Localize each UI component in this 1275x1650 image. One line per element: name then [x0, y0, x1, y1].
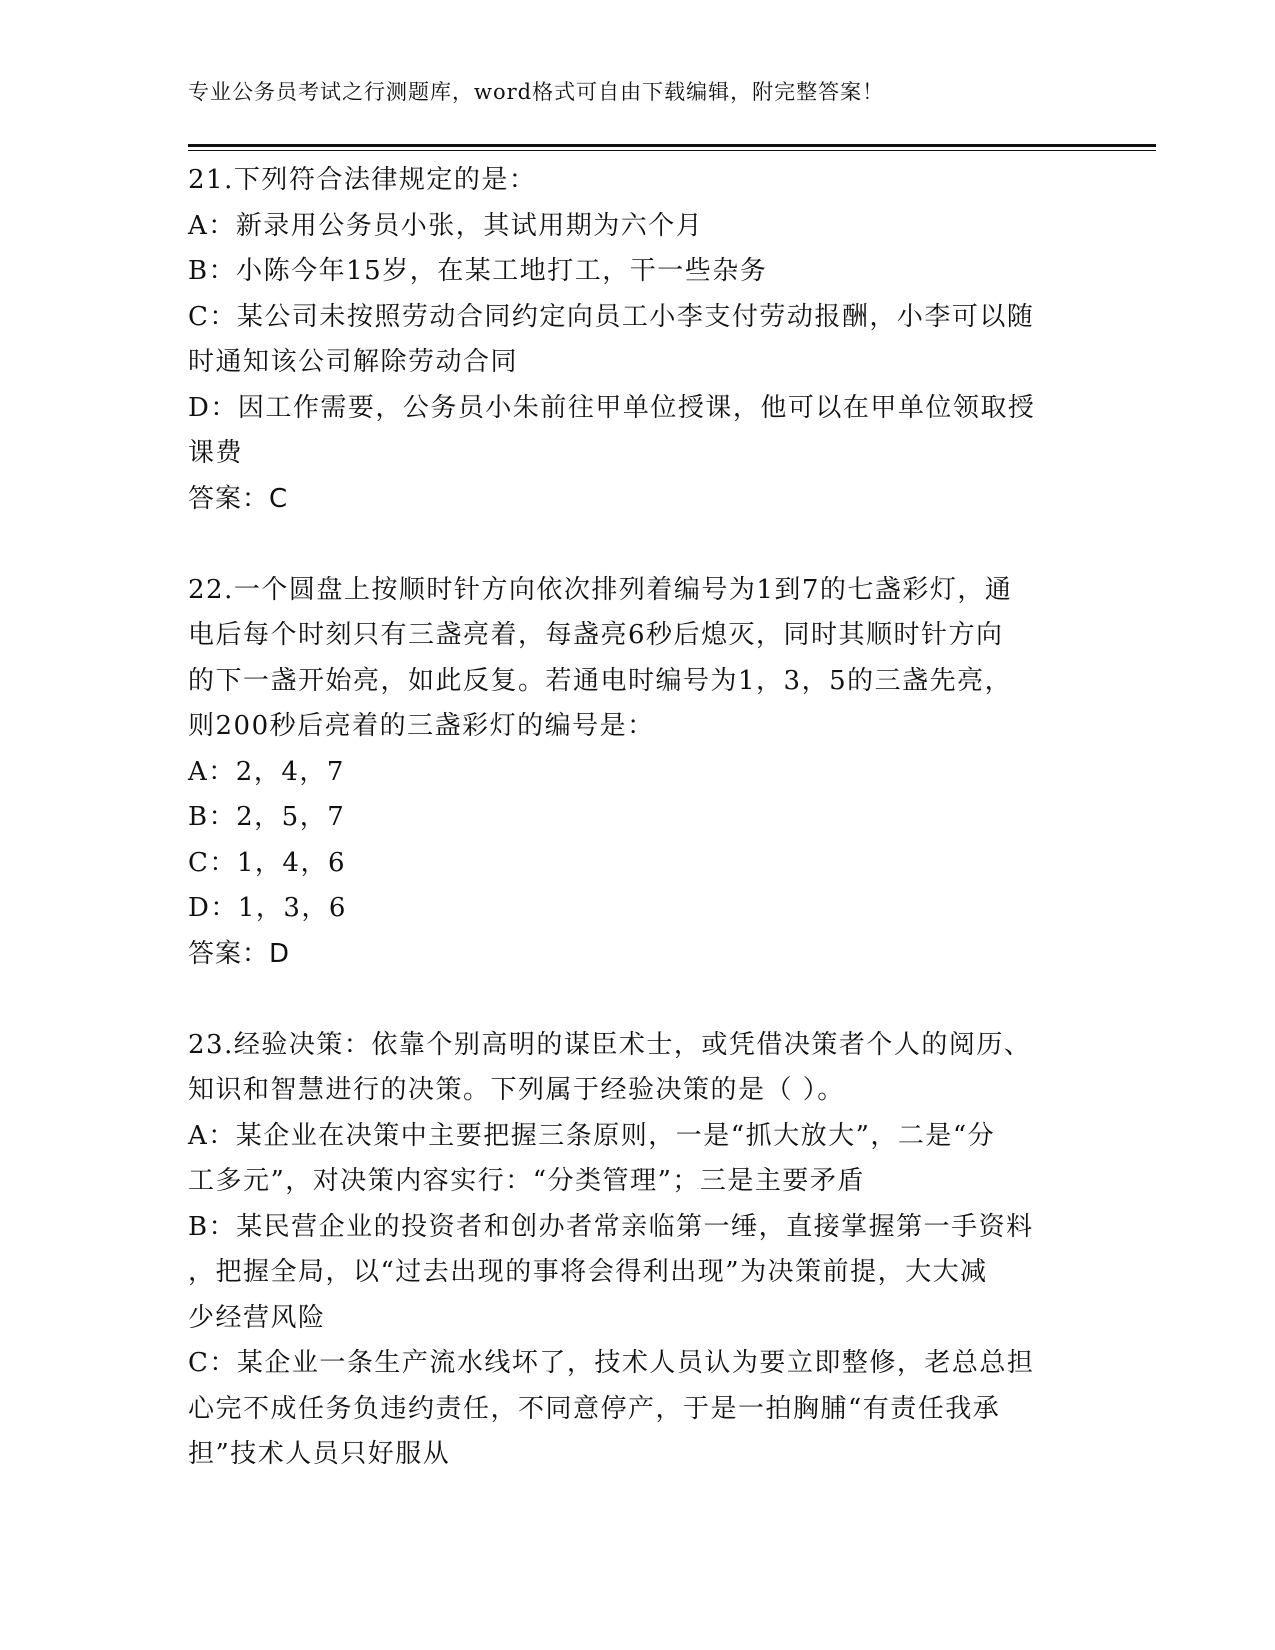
- option-line: A：2，4，7: [188, 756, 345, 787]
- option-line: 担”技术人员只好服从: [188, 1439, 451, 1469]
- option-a: [188, 750, 1088, 796]
- page-header: 专业公务员考试之行测题库，word格式可自由下载编辑，附完整答案！: [188, 80, 885, 104]
- option-line: C：1，4，6: [188, 847, 347, 878]
- question-stem: 的下一盏开始亮，如此反复。若通电时编号为1，3，5的三盏先亮，: [188, 665, 1013, 696]
- option-line: A：某企业在决策中主要把握三条原则，一是“抓大放大”，二是“分: [188, 1120, 996, 1151]
- option-line: B：某民营企业的投资者和创办者常亲临第一缍，直接掌握第一手资料: [188, 1211, 1034, 1242]
- option-d: [188, 386, 1088, 477]
- option-line: A：新录用公务员小张，其试用期为六个月: [188, 210, 704, 241]
- question-stem: 22.一个圆盘上按顺时针方向依次排列着编号为1到7的七盏彩灯，通: [188, 574, 1013, 605]
- option-b: [188, 249, 1088, 295]
- question-stem: 则200秒后亮着的三盏彩灯的编号是：: [188, 711, 655, 741]
- option-line: C：某公司未按照劳动合同约定向员工小李支付劳动报酬，小李可以随: [188, 301, 1035, 332]
- option-d: [188, 886, 1088, 932]
- question-stem: 电后每个时刻只有三盏亮着，每盏亮6秒后熄灭，同时其顺时针方向: [188, 620, 1004, 650]
- option-line: B：2，5，7: [188, 802, 346, 832]
- question-22: [188, 568, 1088, 978]
- question-stem: 21.下列符合法律规定的是：: [188, 165, 537, 195]
- question-23: [188, 1023, 1088, 1478]
- option-b: [188, 795, 1088, 841]
- spacer: [188, 522, 1088, 568]
- question-21: [188, 158, 1088, 522]
- question-list: [188, 158, 1088, 1478]
- spacer: [188, 977, 1088, 1023]
- answer-text: 答案：C: [188, 483, 289, 514]
- option-c: [188, 295, 1088, 386]
- option-a: [188, 204, 1088, 250]
- option-line: 少经营风险: [188, 1302, 326, 1333]
- option-c: [188, 1341, 1088, 1478]
- option-line: ，把握全局，以“过去出现的事将会得利出现”为决策前提，大大减: [188, 1257, 988, 1287]
- option-line: D：因工作需要，公务员小朱前往甲单位授课，他可以在甲单位领取授: [188, 392, 1036, 423]
- header-rule-thin: [188, 150, 1156, 151]
- option-line: 心完不成任务负违约责任，不同意停产，于是一拍胸脯“有责任我承: [188, 1393, 1001, 1424]
- option-a: [188, 1114, 1088, 1205]
- option-line: D：1，3，6: [188, 893, 347, 923]
- answer-text: 答案：D: [188, 938, 291, 969]
- option-line: 课费: [188, 438, 244, 468]
- header-rule-thick: [188, 144, 1156, 147]
- option-b: [188, 1205, 1088, 1342]
- option-line: 时通知该公司解除劳动合同: [188, 347, 519, 377]
- option-line: 工多元”，对决策内容实行：“分类管理”；三是主要矛盾: [188, 1166, 865, 1196]
- option-line: C：某企业一条生产流水线坏了，技术人员认为要立即整修，老总总担: [188, 1348, 1035, 1378]
- question-stem: 23.经验决策：依靠个别高明的谋臣术士，或凭借决策者个人的阅历、: [188, 1029, 1032, 1060]
- question-stem: 知识和智慧进行的决策。下列属于经验决策的是（ ）。: [188, 1075, 845, 1105]
- option-c: [188, 841, 1088, 887]
- option-line: B：小陈今年15岁，在某工地打工，干一些杂务: [188, 256, 768, 286]
